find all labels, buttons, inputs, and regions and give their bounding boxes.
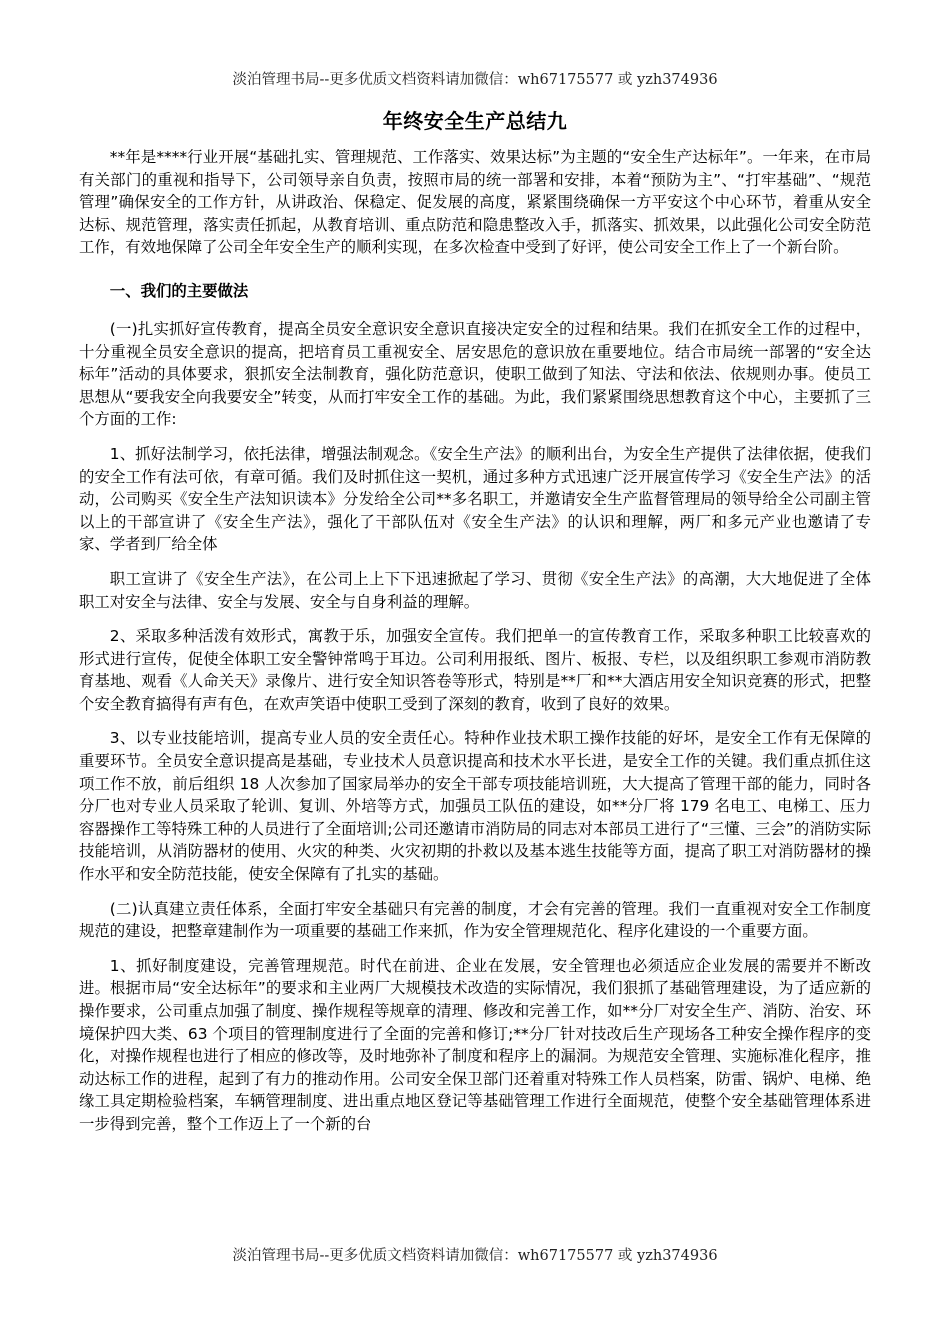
- intro-paragraph: **年是****行业开展“基础扎实、管理规范、工作落实、效果达标”为主题的“安全生产达标年”。一年来，在市局有关部门的重视和指导下，公司领导亲自负责，按照市局的统一部署和安排，本着“预防为主”、“打牢基础”、“规范管理”确保安全的工作方针，从讲政治、保稳定、促发展的高度，紧紧围绕确保一方平安这个中心环节，着重从安全达标、规范管理，落实责任抓起，从教育培训、重点防范和隐患整改入手，抓落实、抓效果，以此强化公司安全防范工作，有效地保障了公司全年安全生产的顺利实现，在多次检查中受到了好评，使公司安全工作上了一个新台阶。: [79, 148, 871, 257]
- document-body: [79, 146, 871, 1148]
- document-title: 年终安全生产总结九: [382, 109, 568, 133]
- paragraph-publicity-forms: 2、采取多种活泼有效形式，寓教于乐，加强安全宣传。我们把单一的宣传教育工作，采取多种职工比较喜欢的形式进行宣传，促使全体职工安全警钟常鸣于耳边。公司利用报纸、图片、板报、专栏，以及组织职工参观市消防教育基地、观看《人命关天》录像片、进行安全知识答卷等形式，特别是**厂和**大酒店用安全知识竞赛的形式，把整个安全教育搞得有声有色，在欢声笑语中使职工受到了深刻的教育，收到了良好的效果。: [79, 627, 871, 713]
- paragraph-law-study-continued: 职工宣讲了《安全生产法》，在公司上上下下迅速掀起了学习、贯彻《安全生产法》的高潮，大大地促进了全体职工对安全与法律、安全与发展、安全与自身利益的理解。: [79, 569, 871, 611]
- page-footer: 淡泊管理书局--更多优质文档资料请加微信：wh67175577 或 yzh374936: [232, 1248, 718, 1264]
- paragraph-skills-training: 3、以专业技能培训，提高专业人员的安全责任心。特种作业技术职工操作技能的好坏，是安全工作有无保障的重要环节。全员安全意识提高是基础，专业技术人员意识提高和技术水平长进，是安全工作的关键。我们重点抓住这项工作不放，前后组织 18 人次参加了国家局举办的安全干部专项技能培训班，大大提高了管理干部的能力，同时各分厂也对专业人员采取了轮训、复训、外培等方式，加强员工队伍的建设，如**分厂将 179 名电工、电梯工、压力容器操作工等特殊工种的人员进行了全面培训;公司还邀请市消防局的同志对本部员工进行了“三懂、三会”的消防实际技能培训，从消防器材的使用、火灾的种类、火灾初期的扑救以及基本逃生技能等方面，提高了职工对消防器材的操作水平和安全防范技能，使安全保障有了扎实的基础。: [79, 729, 871, 884]
- page-header: 淡泊管理书局--更多优质文档资料请加微信：wh67175577 或 yzh374936: [232, 72, 718, 88]
- paragraph-responsibility-system: (二)认真建立责任体系，全面打牢安全基础只有完善的制度，才会有完善的管理。我们一直重视对安全工作制度规范的建设，把整章建制作为一项重要的基础工作来抓，作为安全管理规范化、程序化建设的一个重要方面。: [79, 899, 871, 941]
- section-heading: 一、我们的主要做法: [109, 281, 249, 300]
- paragraph-law-study: 1、抓好法制学习，依托法律，增强法制观念。《安全生产法》的顺利出台，为安全生产提供了法律依据，使我们的安全工作有法可依，有章可循。我们及时抓住这一契机，通过多种方式迅速广泛开展宣传学习《安全生产法》的活动，公司购买《安全生产法知识读本》分发给全公司**多名职工，并邀请安全生产监督管理局的领导给全公司副主管以上的干部宣讲了《安全生产法》，强化了干部队伍对《安全生产法》的认识和理解，两厂和多元产业也邀请了专家、学者到厂给全体: [79, 444, 871, 554]
- paragraph-education: (一)扎实抓好宣传教育，提高全员安全意识安全意识直接决定安全的过程和结果。我们在抓安全工作的过程中，十分重视全员安全意识的提高，把培育员工重视安全、居安思危的意识放在重要地位。结合市局统一部署的“安全达标年”活动的具体要求，狠抓安全法制教育，强化防范意识，使职工做到了知法、守法和依法、依规则办事。使员工思想从“要我安全向我要安全”转变，从而打牢安全工作的基础。为此，我们紧紧围绕思想教育这个中心，主要抓了三个方面的工作:: [79, 319, 871, 429]
- paragraph-system-building: 1、抓好制度建设，完善管理规范。时代在前进、企业在发展，安全管理也必须适应企业发展的需要并不断改进。根据市局“安全达标年”的要求和主业两厂大规模技术改造的实际情况，我们狠抓了基础管理建设，为了适应新的操作要求，公司重点加强了制度、操作规程等规章的清理、修改和完善工作，如**分厂对安全生产、消防、治安、环境保护四大类、63 个项目的管理制度进行了全面的完善和修订;**分厂针对技改后生产现场各工种安全操作程序的变化，对操作规程也进行了相应的修改等，及时地弥补了制度和程序上的漏洞。为规范安全管理、实施标准化程序，推动达标工作的进程，起到了有力的推动作用。公司安全保卫部门还着重对特殊工作人员档案，防雷、锅炉、电梯、绝缘工具定期检验档案，车辆管理制度、进出重点地区登记等基础管理工作进行全面规范，使整个安全基础管理体系进一步得到完善，整个工作迈上了一个新的台: [79, 956, 871, 1133]
